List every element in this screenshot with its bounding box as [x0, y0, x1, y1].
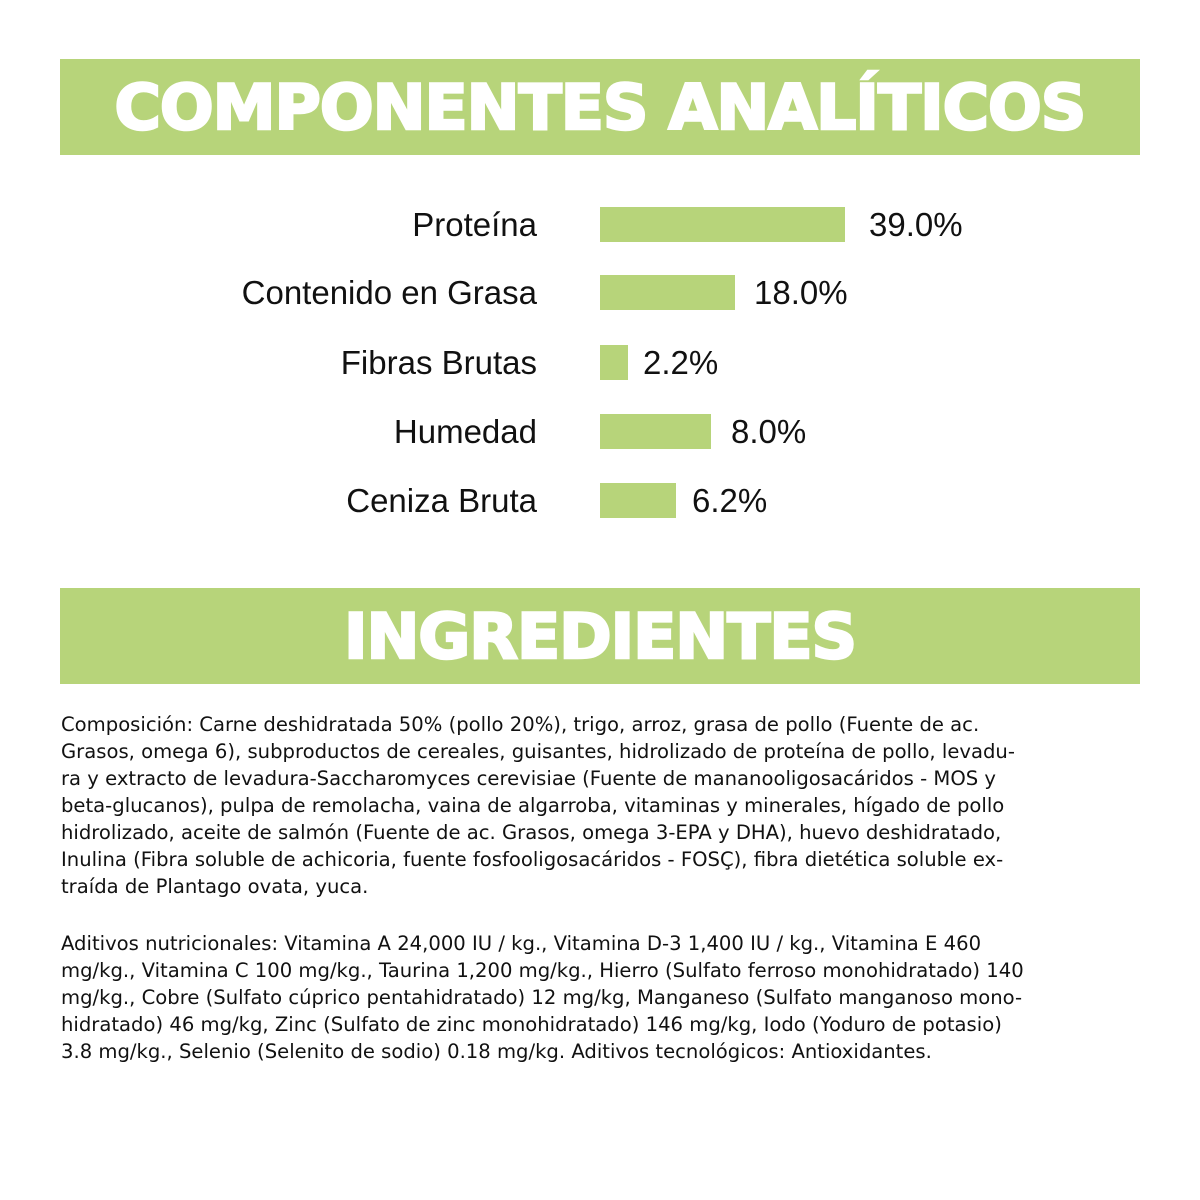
- chart-value: 39.0%: [869, 206, 963, 243]
- text-line: traída de Plantago ovata, yuca.: [61, 875, 369, 898]
- chart-value: 18.0%: [754, 274, 848, 311]
- chart-row-moisture: [0, 414, 1200, 449]
- text-line: ra y extracto de levadura-Saccharomyces cerevisiae (Fuente de mananooligosacáridos - MOS y: [61, 767, 996, 790]
- analytical-components-title: COMPONENTES ANALÍTICOS: [114, 70, 1086, 144]
- analytical-components-chart: [0, 0, 1200, 560]
- composition-paragraph: [61, 711, 1141, 900]
- chart-value: 8.0%: [731, 413, 807, 450]
- chart-bar: [600, 414, 711, 449]
- text-line: 3.8 mg/kg., Selenio (Selenito de sodio) 0.18 mg/kg. Aditivos tecnológicos: Antioxidantes.: [61, 1040, 932, 1063]
- chart-bar: [600, 207, 845, 242]
- chart-row-protein: [0, 207, 1200, 242]
- chart-row-ash: [0, 483, 1200, 518]
- chart-value: 2.2%: [643, 344, 719, 381]
- chart-bar: [600, 345, 628, 380]
- ingredients-banner: [60, 588, 1140, 684]
- chart-label: Contenido en Grasa: [241, 274, 537, 311]
- chart-label: Ceniza Bruta: [346, 482, 537, 519]
- chart-row-fiber: [0, 345, 1200, 380]
- text-line: Composición: Carne deshidratada 50% (pollo 20%), trigo, arroz, grasa de pollo (Fuente de ac.: [61, 713, 980, 736]
- text-line: beta-glucanos), pulpa de remolacha, vaina de algarroba, vitaminas y minerales, hígado de pollo: [61, 794, 1005, 817]
- text-line: hidrolizado, aceite de salmón (Fuente de ac. Grasos, omega 3-EPA y DHA), huevo deshidratado,: [61, 821, 1002, 844]
- chart-value: 6.2%: [692, 482, 768, 519]
- chart-row-fat: [0, 275, 1200, 310]
- additives-paragraph: [61, 930, 1141, 1065]
- ingredients-title: INGREDIENTES: [343, 599, 857, 673]
- chart-bar: [600, 483, 676, 518]
- chart-label: Proteína: [412, 206, 537, 243]
- text-line: Inulina (Fibra soluble de achicoria, fuente fosfooligosacáridos - FOSÇ), fibra dietética soluble ex-: [61, 848, 1004, 871]
- text-line: mg/kg., Vitamina C 100 mg/kg., Taurina 1,200 mg/kg., Hierro (Sulfato ferroso monohidratado) 140: [61, 959, 1024, 982]
- chart-label: Humedad: [393, 413, 537, 450]
- text-line: mg/kg., Cobre (Sulfato cúprico pentahidratado) 12 mg/kg, Manganeso (Sulfato manganoso mono-: [61, 986, 1023, 1009]
- chart-bar: [600, 275, 735, 310]
- text-line: Grasos, omega 6), subproductos de cereales, guisantes, hidrolizado de proteína de pollo, levadu-: [61, 740, 1015, 763]
- chart-label: Fibras Brutas: [340, 344, 537, 381]
- text-line: hidratado) 46 mg/kg, Zinc (Sulfato de zinc monohidratado) 146 mg/kg, Iodo (Yoduro de potasio): [61, 1013, 1002, 1036]
- text-line: Aditivos nutricionales: Vitamina A 24,000 IU / kg., Vitamina D-3 1,400 IU / kg., Vitamina E 460: [61, 932, 982, 955]
